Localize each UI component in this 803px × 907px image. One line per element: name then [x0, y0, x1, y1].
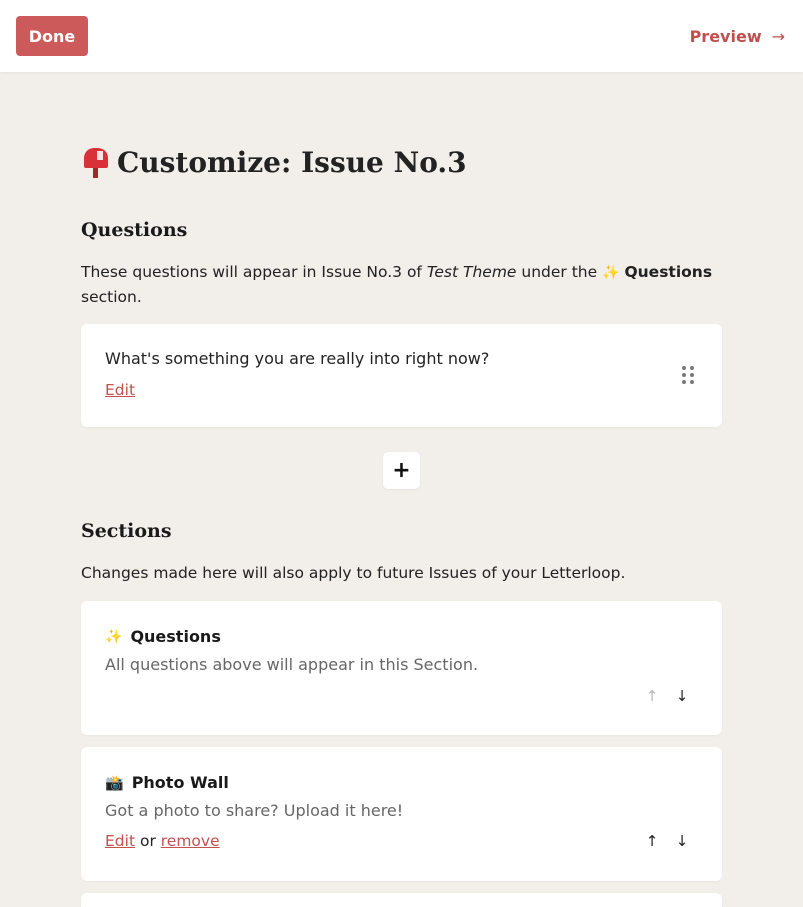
sections-description: Changes made here will also apply to future Issues of your Letterloop.	[81, 564, 626, 582]
questions-heading: Questions	[81, 219, 188, 241]
section-title	[105, 627, 221, 646]
question-card	[81, 324, 722, 427]
question-text: What's something you are really into right now?	[105, 349, 490, 368]
question-edit-link[interactable]: Edit	[105, 381, 136, 399]
section-actions	[105, 832, 220, 850]
move-up-arrow-icon: ↑	[645, 687, 659, 705]
section-remove-link[interactable]: remove	[160, 832, 220, 850]
add-question-button[interactable]: +	[383, 452, 420, 489]
arrow-right-icon: →	[771, 26, 785, 46]
section-title	[105, 773, 229, 792]
section-description: All questions above will appear in this Section.	[105, 655, 479, 674]
page-title	[81, 143, 467, 181]
sparkle-icon: ✨	[105, 628, 123, 645]
section-card-photo-wall	[81, 747, 722, 881]
section-card-questions	[81, 601, 722, 735]
section-title-text: Questions	[130, 627, 221, 646]
top-bar	[0, 0, 803, 72]
move-down-arrow-icon[interactable]: ↓	[675, 687, 689, 705]
sparkle-icon: ✨	[602, 265, 620, 281]
preview-label: Preview	[689, 26, 762, 46]
section-title-text: Photo Wall	[131, 773, 229, 792]
questions-section-name: Questions	[624, 263, 713, 281]
theme-name: Test Theme	[426, 263, 517, 281]
or-text: or	[135, 832, 161, 850]
page-title-text: Customize: Issue No.3	[117, 145, 467, 179]
section-card-next	[81, 893, 722, 907]
sections-heading: Sections	[81, 520, 172, 542]
done-button[interactable]: Done	[16, 16, 88, 56]
move-down-arrow-icon[interactable]: ↓	[675, 832, 689, 850]
section-description: Got a photo to share? Upload it here!	[105, 801, 404, 820]
preview-link[interactable]	[690, 24, 785, 48]
camera-flash-icon: 📸	[105, 773, 124, 792]
section-edit-link[interactable]: Edit	[105, 832, 136, 850]
mailbox-icon	[81, 146, 109, 178]
questions-description: These questions will appear in Issue No.3 of Test Theme under the ✨ Questions section.	[81, 263, 713, 306]
drag-handle-icon[interactable]	[682, 366, 696, 386]
move-up-arrow-icon[interactable]: ↑	[645, 832, 659, 850]
